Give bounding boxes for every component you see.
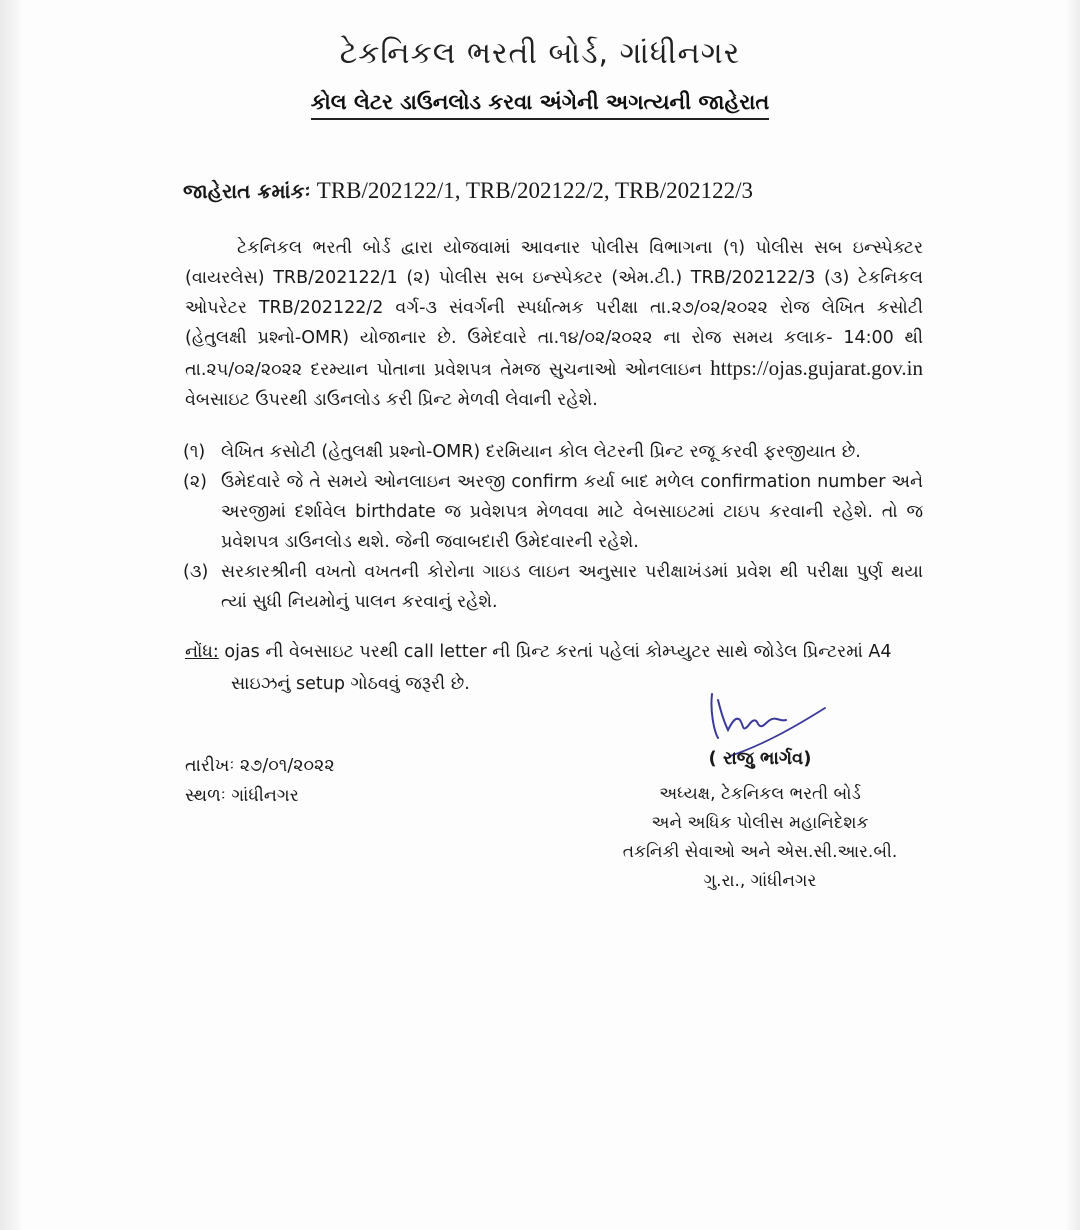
scan-edge-right xyxy=(1066,0,1080,1230)
instruction-text: ઉમેદવારે જે તે સમયે ઓનલાઇન અરજી confirm કર્યા બાદ મળેલ confirmation number અને અરજીમાં દર્શાવેલ birthdate જ પ્રવેશપત્ર મેળવવા માટે વેબસાઇટમાં ટાઇપ કરવાની રહેશે. તો જ પ્રવેશપત્ર ડાઉનલોડ થશે. જેની જવાબદારી ઉમેદવારની રહેશે. xyxy=(221,472,923,552)
instruction-item xyxy=(183,437,923,467)
paragraph-text-end: વેબસાઇટ ઉપરથી ડાઉનલોડ કરી પ્રિન્ટ મેળવી લેવાની રહેશે. xyxy=(185,390,598,410)
instruction-number: (૧) xyxy=(183,442,206,462)
issue-date: તારીખઃ ૨૭/૦૧/૨૦૨૨ xyxy=(185,756,335,776)
designation-line: તકનિકી સેવાઓ અને એસ.સી.આર.બી. xyxy=(622,842,898,862)
reference-label: જાહેરાત ક્રમાંકઃ xyxy=(183,179,311,203)
issue-place: સ્થળઃ ગાંધીનગર xyxy=(185,786,299,806)
ojas-url: https://ojas.gujarat.gov.in xyxy=(710,356,923,380)
note-text: ojas ની વેબસાઇટ પરથી call letter ની પ્રિન્ટ કરતાં પહેલાં કોમ્પ્યુટર સાથે જોડેલ પ્રિન્ટરમાં A4 xyxy=(224,642,892,662)
advertisement-reference xyxy=(183,178,753,204)
main-paragraph xyxy=(185,233,923,415)
notice-subtitle xyxy=(0,90,1080,115)
instruction-number: (૩) xyxy=(183,562,209,582)
instruction-item xyxy=(183,467,923,557)
note-label: નોંધ: xyxy=(185,642,219,662)
instruction-item xyxy=(183,557,923,617)
notice-subtitle-text: કોલ લેટર ડાઉનલોડ કરવા અંગેની અગત્યની જાહેરાત xyxy=(311,90,770,120)
note-line-2: સાઇઝનું setup ગોઠવવું જરૂરી છે. xyxy=(231,674,470,694)
signatory-name: ( રાજુ ભાર્ગવ) xyxy=(708,748,812,769)
instruction-list xyxy=(183,437,923,617)
reference-numbers: TRB/202122/1, TRB/202122/2, TRB/202122/3 xyxy=(316,178,753,203)
signatory-designation xyxy=(500,780,1020,896)
note-line-1 xyxy=(185,636,923,668)
designation-line: અધ્યક્ષ, ટેકનિકલ ભરતી બોર્ડ xyxy=(659,784,861,804)
instruction-number: (૨) xyxy=(183,472,207,492)
designation-line: ગુ.રા., ગાંધીનગર xyxy=(703,871,817,891)
paragraph-text: ટેકનિકલ ભરતી બોર્ડ દ્વારા યોજવામાં આવનાર પોલીસ વિભાગના (૧) પોલીસ સબ ઇન્સ્પેક્ટર (વાયરલેસ) TRB/202122/1 (૨) પોલીસ સબ ઇન્સ્પેક્ટર (એમ.ટી.) TRB/202122/3 (૩) ટેકનિકલ ઓપરેટર TRB/202122/2 વર્ગ-૩ સંવર્ગની સ્પર્ધાત્મક પરીક્ષા તા.૨૭/૦૨/૨૦૨૨ રોજ લેખિત કસોટી (હેતુલક્ષી પ્રશ્નો-OMR) યોજાનાર છે. ઉમેદવારે તા.૧૪/૦૨/૨૦૨૨ ના રોજ સમય કલાક- 14:00 થી તા.૨૫/૦૨/૨૦૨૨ દરમ્યાન પોતાના પ્રવેશપત્ર તેમજ સુચનાઓ ઓનલાઇન xyxy=(185,238,923,380)
instruction-text: સરકારશ્રીની વખતો વખતની કોરોના ગાઇડ લાઇન અનુસાર પરીક્ષાખંડમાં પ્રવેશ થી પરીક્ષા પુર્ણ થયા ત્યાં સુધી નિયમોનું પાલન કરવાનું રહેશે. xyxy=(221,562,923,612)
board-title: ટેકનિકલ ભરતી બોર્ડ, ગાંધીનગર xyxy=(339,36,741,71)
scan-edge-left xyxy=(0,0,22,1230)
date-place-block xyxy=(185,751,335,811)
designation-line: અને અધિક પોલીસ મહાનિદેશક xyxy=(651,813,869,833)
instruction-text: લેખિત કસોટી (હેતુલક્ષી પ્રશ્નો-OMR) દરમિયાન કોલ લેટરની પ્રિન્ટ રજૂ કરવી ફરજીયાત છે. xyxy=(221,442,861,462)
